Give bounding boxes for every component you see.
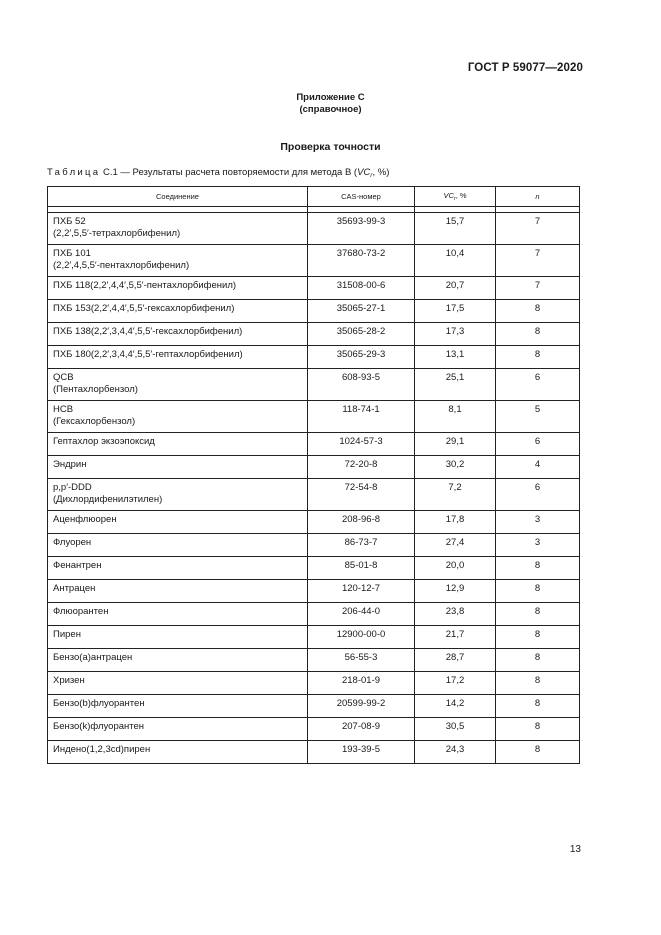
compound-cell [48,718,308,741]
n-value-cell: 6 [496,433,580,456]
compound-cell [48,456,308,479]
vc-value-cell: 17,8 [415,511,496,534]
n-value-cell: 6 [496,479,580,511]
compound-name: Гептахлор экзоэпоксид [53,436,155,447]
compound-cell [48,580,308,603]
table-row [48,672,580,695]
compound-name: ПХБ 52 [53,216,86,227]
cas-number-cell: 86-73-7 [308,534,415,557]
compound-cell [48,369,308,401]
cas-number-cell: 12900-00-0 [308,626,415,649]
table-caption [47,167,389,179]
header-compound: Соединение [48,187,308,207]
table-row [48,369,580,401]
vc-value-cell: 13,1 [415,346,496,369]
cas-number-cell: 218-01-9 [308,672,415,695]
vc-value-cell: 29,1 [415,433,496,456]
n-value-cell: 7 [496,213,580,245]
table-row [48,603,580,626]
compound-cell [48,401,308,433]
cas-number-cell: 56-55-3 [308,649,415,672]
vc-value-cell: 30,2 [415,456,496,479]
vc-value-cell: 17,3 [415,323,496,346]
n-value-cell: 8 [496,557,580,580]
vc-value-cell: 12,9 [415,580,496,603]
cas-number-cell: 35065-29-3 [308,346,415,369]
table-row [48,433,580,456]
table-header-row [48,187,580,207]
compound-name: Бензо(k)флуорантен [53,721,145,732]
compound-cell [48,603,308,626]
compound-name: Флуорен [53,537,92,548]
compound-name: ПХБ 118(2,2′,4,4′,5,5′-пентахлорбифенил) [53,280,237,291]
cas-number-cell: 206-44-0 [308,603,415,626]
header-vc-unit: , % [455,191,467,200]
compound-name: Хризен [53,675,85,686]
cas-number-cell: 37680-73-2 [308,245,415,277]
cas-number-cell: 31508-00-6 [308,277,415,300]
compound-name-detail: (2,2′,5,5′-тетрахлорбифенил) [53,228,181,239]
vc-value-cell: 17,2 [415,672,496,695]
compound-name: НСВ [53,404,74,415]
table-row [48,741,580,764]
compound-cell [48,245,308,277]
table-row [48,557,580,580]
table-row [48,213,580,245]
compound-name-detail: (Гексахлорбензол) [53,416,136,427]
cas-number-cell: 193-39-5 [308,741,415,764]
vc-value-cell: 21,7 [415,626,496,649]
caption-subscript: r [370,172,373,179]
n-value-cell: 3 [496,511,580,534]
n-value-cell: 8 [496,323,580,346]
cas-number-cell: 208-96-8 [308,511,415,534]
cas-number-cell: 85-01-8 [308,557,415,580]
compound-name: ПХБ 153(2,2′,4,4′,5,5′-гексахлорбифенил) [53,303,235,314]
compound-cell [48,511,308,534]
standard-code: ГОСТ Р 59077—2020 [467,62,583,74]
compound-name-detail: (Дихлордифенилэтилен) [53,494,163,505]
table-row [48,479,580,511]
cas-number-cell: 608-93-5 [308,369,415,401]
vc-value-cell: 28,7 [415,649,496,672]
table-row [48,456,580,479]
compound-name-detail: (2,2′,4,5,5′-пентахлорбифенил) [53,260,190,271]
table-row [48,695,580,718]
n-value-cell: 8 [496,346,580,369]
vc-value-cell: 15,7 [415,213,496,245]
table-row [48,300,580,323]
cas-number-cell: 35065-28-2 [308,323,415,346]
compound-name: QCB [53,372,74,383]
compound-name: Аценфлюорен [53,514,117,525]
caption-symbol: VC [357,167,371,178]
n-value-cell: 8 [496,603,580,626]
cas-number-cell: 207-08-9 [308,718,415,741]
compound-cell [48,649,308,672]
compound-name: Бензо(а)антрацен [53,652,133,663]
table-row [48,626,580,649]
table-row [48,245,580,277]
vc-value-cell: 7,2 [415,479,496,511]
n-value-cell: 8 [496,300,580,323]
n-value-cell: 7 [496,277,580,300]
header-vc [415,187,496,207]
table-row [48,511,580,534]
compound-cell [48,626,308,649]
compound-cell [48,277,308,300]
header-n-symbol: n [535,192,540,201]
cas-number-cell: 72-54-8 [308,479,415,511]
vc-value-cell: 8,1 [415,401,496,433]
table-row [48,649,580,672]
compound-name: Эндрин [53,459,87,470]
compound-cell [48,479,308,511]
compound-cell [48,741,308,764]
cas-number-cell: 72-20-8 [308,456,415,479]
header-cas: CAS-номер [308,187,415,207]
caption-prefix: Таблица [47,167,101,178]
cas-number-cell: 35693-99-3 [308,213,415,245]
compound-name: Флюорантен [53,606,109,617]
compound-cell [48,300,308,323]
cas-number-cell: 35065-27-1 [308,300,415,323]
table-row [48,277,580,300]
vc-value-cell: 23,8 [415,603,496,626]
compound-name: Пирен [53,629,81,640]
table-row [48,534,580,557]
annex-heading [0,92,661,116]
results-table [47,186,580,764]
compound-cell [48,695,308,718]
compound-cell [48,672,308,695]
header-vc-subscript: r [453,196,456,202]
compound-name: Индено(1,2,3cd)пирен [53,744,151,755]
table-body [48,213,580,764]
n-value-cell: 4 [496,456,580,479]
caption-suffix: , %) [372,167,390,178]
compound-cell [48,433,308,456]
compound-name: Фенантрен [53,560,102,571]
compound-name: p,p′-DDD [53,482,92,493]
cas-number-cell: 118-74-1 [308,401,415,433]
page-number: 13 [569,844,581,855]
cas-number-cell: 20599-99-2 [308,695,415,718]
annex-subtitle: (справочное) [299,104,362,115]
vc-value-cell: 14,2 [415,695,496,718]
compound-name: ПХБ 101 [53,248,91,259]
compound-cell [48,557,308,580]
table-row [48,401,580,433]
vc-value-cell: 20,0 [415,557,496,580]
table-row [48,323,580,346]
n-value-cell: 8 [496,649,580,672]
table-row [48,346,580,369]
vc-value-cell: 25,1 [415,369,496,401]
n-value-cell: 8 [496,626,580,649]
vc-value-cell: 10,4 [415,245,496,277]
annex-title: Приложение С [296,92,365,103]
header-n [496,187,580,207]
header-vc-symbol: VC [443,191,454,200]
vc-value-cell: 30,5 [415,718,496,741]
cas-number-cell: 120-12-7 [308,580,415,603]
section-title: Проверка точности [280,141,381,153]
n-value-cell: 3 [496,534,580,557]
compound-cell [48,323,308,346]
n-value-cell: 5 [496,401,580,433]
compound-name: Бензо(b)флуорантен [53,698,145,709]
compound-name: Антрацен [53,583,96,594]
table-row [48,718,580,741]
n-value-cell: 8 [496,672,580,695]
compound-name: ПХБ 180(2,2′,3,4,4′,5,5′-гептахлорбифенил) [53,349,243,360]
vc-value-cell: 27,4 [415,534,496,557]
vc-value-cell: 20,7 [415,277,496,300]
compound-cell [48,213,308,245]
compound-name: ПХБ 138(2,2′,3,4,4′,5,5′-гексахлорбифенил) [53,326,243,337]
n-value-cell: 6 [496,369,580,401]
vc-value-cell: 17,5 [415,300,496,323]
compound-cell [48,534,308,557]
compound-cell [48,346,308,369]
table-row [48,580,580,603]
cas-number-cell: 1024-57-3 [308,433,415,456]
n-value-cell: 8 [496,718,580,741]
n-value-cell: 8 [496,695,580,718]
compound-name-detail: (Пентахлорбензол) [53,384,138,395]
vc-value-cell: 24,3 [415,741,496,764]
n-value-cell: 7 [496,245,580,277]
n-value-cell: 8 [496,741,580,764]
caption-text: С.1 — Результаты расчета повторяемости для метода В ( [103,167,358,178]
n-value-cell: 8 [496,580,580,603]
